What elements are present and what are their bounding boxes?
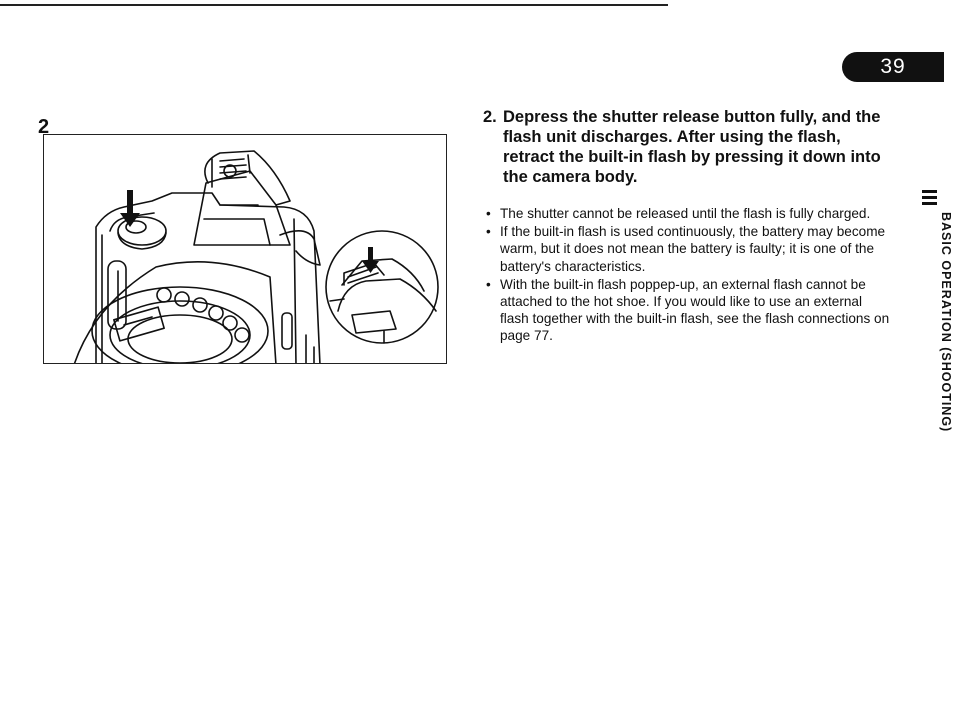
notes-list bbox=[484, 205, 894, 346]
popup-flash bbox=[194, 151, 320, 265]
step-number: 2. bbox=[483, 108, 497, 126]
step-text: Depress the shutter release button fully, and the flash unit discharges. After using the flash, retract the built-in flash by pressing it down into the camera body. bbox=[503, 108, 881, 186]
step-instruction bbox=[483, 107, 893, 187]
note-item bbox=[484, 276, 894, 345]
bullet: • bbox=[486, 276, 491, 292]
note-text: With the built-in flash poppep-up, an external flash cannot be attached to the hot shoe. If you would like to use an external flash together with the built-in flash, see the flash connections on page 77. bbox=[500, 276, 890, 344]
section-label: BASIC OPERATION (SHOOTING) bbox=[939, 212, 953, 433]
figure-step-label: 2 bbox=[38, 116, 50, 138]
top-rule bbox=[0, 4, 668, 6]
note-text: The shutter cannot be released until the flash is fully charged. bbox=[500, 206, 871, 221]
camera-lens bbox=[74, 262, 276, 364]
note-item bbox=[484, 205, 894, 222]
bullet: • bbox=[486, 206, 491, 221]
page-number-tab bbox=[842, 52, 944, 82]
shutter-release-button bbox=[118, 217, 166, 249]
bullet: • bbox=[486, 224, 491, 240]
inset-detail-circle bbox=[326, 231, 438, 343]
note-item bbox=[484, 223, 894, 275]
camera-illustration bbox=[43, 134, 447, 364]
page-number: 39 bbox=[880, 55, 906, 78]
section-marker-icon bbox=[922, 190, 937, 208]
note-text: If the built-in flash is used continuously, the battery may become warm, but it does not mean the battery is faulty; it is one of the battery's characteristics. bbox=[500, 224, 886, 274]
